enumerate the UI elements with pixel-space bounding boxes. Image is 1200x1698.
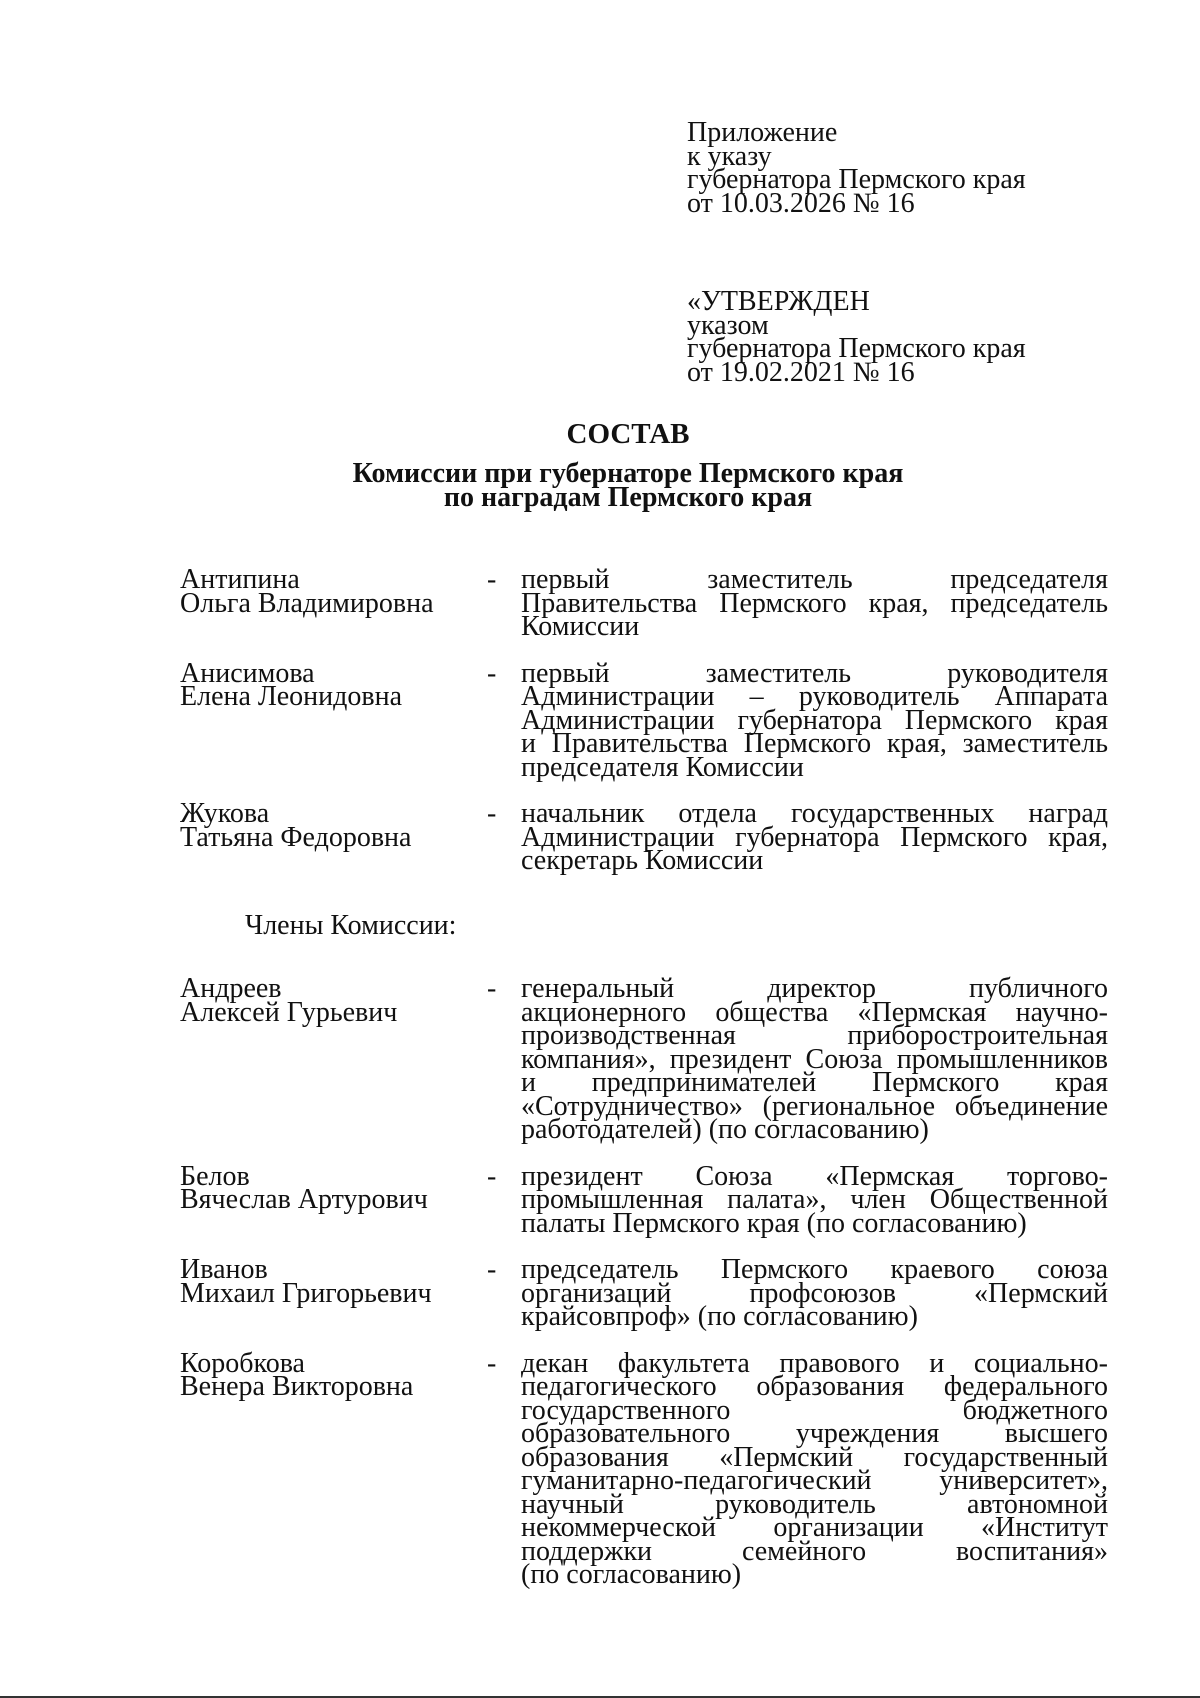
role-line: президент Союза «Пермская торгово- [521,1160,1108,1192]
role-line: Администрации губернатора Пермского края, [521,821,1108,853]
role-line: поддержки семейного воспитания» [521,1535,1108,1567]
member-surname: Иванов [180,1254,268,1285]
commission-members-list [180,564,1108,1590]
role-line: начальник отдела государственных наград [521,798,1108,829]
role-line: работодателей) (по согласованию) [521,1114,929,1145]
member-role [521,564,1108,642]
member-name [180,973,485,1028]
role-line: Правительства Пермского края, председатель [521,587,1108,619]
appendix-line: к указу [687,140,772,172]
role-line: промышленная палата», член Общественной [521,1184,1108,1215]
approval-line: «УТВЕРЖДЕН [687,286,870,317]
role-line: компания», президент Союза промышленников [521,1043,1108,1075]
approval-line: от 19.02.2021 № 16 [687,356,915,388]
role-line: гуманитарно-педагогический университет», [521,1465,1108,1496]
role-line: научный руководитель автономной [521,1488,1108,1520]
subtitle-line: по наградам Пермского края [443,481,813,513]
role-line: председатель Пермского краевого союза [521,1254,1108,1285]
document-title: СОСТАВ [566,418,690,450]
member-role [521,1160,1108,1239]
member-dash: - [487,657,497,689]
appendix-line: губернатора Пермского края [687,164,1026,195]
member-name [180,1160,485,1215]
role-line: декан факультета правового и социально- [521,1347,1108,1379]
member-name [180,1347,485,1402]
member-surname: Анисимова [180,657,315,689]
member-row [180,1160,1108,1239]
member-dash: - [487,564,497,595]
member-given-name: Вячеслав Артурович [180,1184,428,1215]
member-surname: Белов [180,1160,250,1192]
role-line: акционерного общества «Пермская научно- [521,996,1108,1028]
role-line: производственная приборостроительная [521,1020,1108,1051]
member-row [180,798,1108,876]
member-name [180,564,485,619]
role-line: Администрации – руководитель Аппарата [521,681,1108,712]
member-name [180,657,485,712]
member-given-name: Ольга Владимировна [180,587,434,619]
appendix-line: Приложение [687,117,838,148]
role-line: образовательного учреждения высшего [521,1418,1108,1449]
member-given-name: Венера Викторовна [180,1371,414,1402]
role-line: палаты Пермского края (по согласованию) [521,1207,1027,1239]
document-subtitle [0,458,1200,513]
member-given-name: Алексей Гурьевич [180,996,398,1028]
member-name [180,798,485,853]
member-row [180,1347,1108,1590]
member-dash: - [487,798,497,829]
role-line: первый заместитель председателя [521,564,1108,595]
role-line: секретарь Комиссии [521,845,764,876]
member-dash: - [487,973,497,1004]
approval-line: губернатора Пермского края [687,333,1026,364]
member-surname: Коробкова [180,1347,305,1379]
subtitle-line: Комиссии при губернаторе Пермского края [352,458,904,489]
role-line: государственного бюджетного [521,1394,1108,1426]
role-line: и Правительства Пермского края, заместитель [521,728,1108,759]
member-given-name: Михаил Григорьевич [180,1277,432,1309]
role-line: первый заместитель руководителя [521,657,1108,689]
role-line: председателя Комиссии [521,751,804,783]
member-role [521,798,1108,876]
appendix-reference [687,117,1026,219]
role-line: Комиссии [521,611,640,642]
role-line: (по согласованию) [521,1559,742,1590]
member-name [180,1254,485,1309]
member-role [521,657,1108,783]
role-line: некоммерческой организации «Институт [521,1512,1108,1543]
role-line: Администрации губернатора Пермского края [521,704,1108,736]
member-given-name: Татьяна Федоровна [180,821,412,853]
approval-stamp [687,286,1026,388]
appendix-line: от 10.03.2026 № 16 [687,187,915,219]
member-role [521,973,1108,1145]
member-dash: - [487,1254,497,1285]
role-line: «Сотрудничество» (региональное объединение [521,1090,1108,1122]
member-role [521,1347,1108,1590]
member-surname: Андреев [180,973,282,1004]
member-row [180,1254,1108,1332]
member-surname: Жукова [180,798,270,829]
role-line: крайсовпроф» (по согласованию) [521,1301,918,1332]
role-line: генеральный директор публичного [521,973,1108,1004]
member-given-name: Елена Леонидовна [180,681,402,712]
role-line: педагогического образования федерального [521,1371,1108,1402]
member-dash: - [487,1160,497,1192]
role-line: образования «Пермский государственный [521,1441,1108,1473]
member-row [180,564,1108,642]
member-role [521,1254,1108,1332]
role-line: и предпринимателей Пермского края [521,1067,1108,1098]
approval-line: указом [687,309,769,341]
member-row [180,973,1108,1145]
member-dash: - [487,1347,497,1379]
member-surname: Антипина [180,564,300,595]
member-row [180,657,1108,783]
members-heading: Члены Комиссии: [245,909,457,941]
role-line: организаций профсоюзов «Пермский [521,1277,1108,1309]
